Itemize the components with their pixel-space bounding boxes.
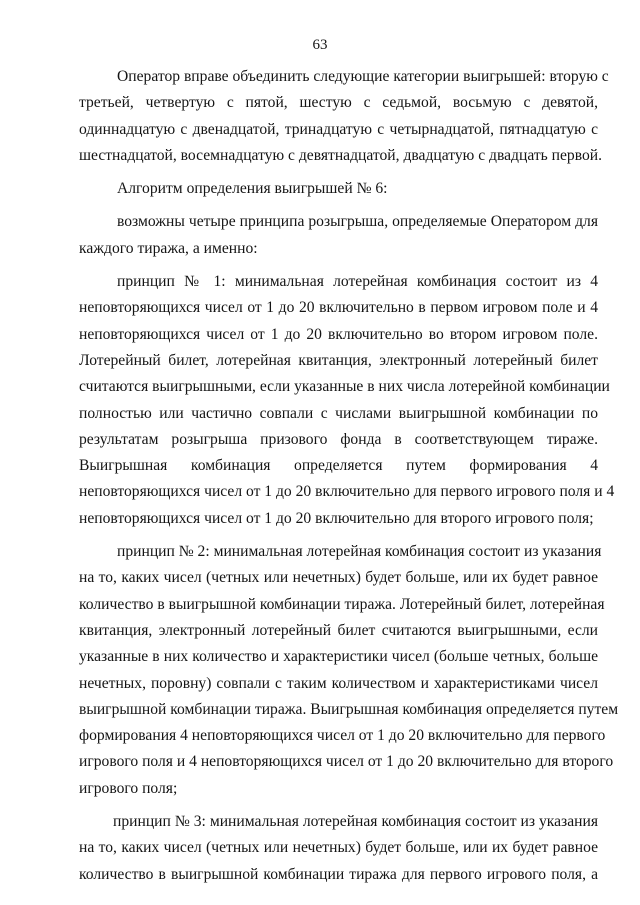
page-number: 63 [312, 37, 328, 53]
text-line: принцип № 2: минимальная лотерейная комбинация состоит из указания [117, 543, 602, 561]
text-line: неповторяющихся чисел от 1 до 20 включительно в первом игровом поле и 4 [79, 299, 598, 317]
text-line: неповторяющихся чисел от 1 до 20 включительно для первого игрового поля и 4 [79, 483, 615, 501]
text-line: полностью или частично совпали с числами выигрышной комбинации по [79, 404, 598, 422]
paragraph-gap [79, 262, 598, 269]
text-line: неповторяющихся чисел от 1 до 20 включительно во втором игровом поле. [79, 325, 598, 343]
text-line: каждого тиража, а именно: [79, 239, 258, 257]
text-line: неповторяющихся чисел от 1 до 20 включительно для второго игрового поля; [79, 509, 594, 527]
text-line: Оператор вправе объединить следующие категории выигрышей: вторую с [117, 68, 609, 85]
text-line: нечетных, поровну) совпали с таким количеством и характеристиками чисел [79, 674, 598, 692]
paragraph [79, 539, 619, 802]
paragraph [79, 176, 598, 202]
paragraph-gap [79, 202, 598, 209]
text-line: результатам розыгрыша призового фонда в соответствующем тираже. [79, 430, 598, 448]
text-line: шестнадцатой, восемнадцатую с девятнадцатой, двадцатую с двадцать первой. [79, 146, 603, 164]
text-line: на то, каких чисел (четных или нечетных) будет больше, или их будет равное [79, 839, 598, 857]
text-line: количество в выигрышной комбинации тиража. Лотерейный билет, лотерейная [79, 595, 605, 613]
text-line: Выигрышная комбинация определяется путем формирования 4 [79, 457, 598, 475]
text-line: Алгоритм определения выигрышей № 6: [117, 180, 388, 198]
text-line: указанные в них количество и характеристики чисел (больше четных, больше [79, 648, 598, 666]
text-line: формирования 4 неповторяющихся чисел от 1 до 20 включительно для первого [79, 727, 606, 745]
paragraph [79, 64, 609, 169]
text-line: возможны четыре принципа розыгрыша, определяемые Оператором для [117, 213, 598, 231]
text-line: квитанция, электронный лотерейный билет считаются выигрышными, если [79, 621, 598, 639]
text-line: игрового поля и 4 неповторяющихся чисел от 1 до 20 включительно для второго [79, 753, 614, 771]
text-line: считаются выигрышными, если указанные в них числа лотерейной комбинации [79, 378, 610, 396]
text-line: принцип № 3: минимальная лотерейная комбинация состоит из указания [113, 813, 598, 831]
document-body [79, 64, 619, 888]
paragraph-gap [79, 532, 598, 539]
paragraph [79, 809, 598, 888]
paragraph [79, 209, 598, 262]
text-line: Лотерейный билет, лотерейная квитанция, электронный лотерейный билет [79, 351, 598, 369]
text-line: третьей, четвертую с пятой, шестую с седьмой, восьмую с девятой, [79, 94, 598, 112]
text-line: количество в выигрышной комбинации тиража для первого игрового поля, а [79, 865, 598, 883]
text-line: одиннадцатую с двенадцатой, тринадцатую с четырнадцатой, пятнадцатую с [79, 120, 598, 138]
text-line: принцип № 1: минимальная лотерейная комбинация состоит из 4 [117, 273, 598, 291]
text-line: игрового поля; [79, 779, 178, 797]
paragraph-gap [79, 802, 598, 809]
text-line: выигрышной комбинации тиража. Выигрышная комбинация определяется путем [79, 700, 619, 718]
text-line: на то, каких чисел (четных или нечетных) будет больше, или их будет равное [79, 569, 598, 587]
paragraph-gap [79, 169, 598, 176]
paragraph [79, 269, 615, 532]
